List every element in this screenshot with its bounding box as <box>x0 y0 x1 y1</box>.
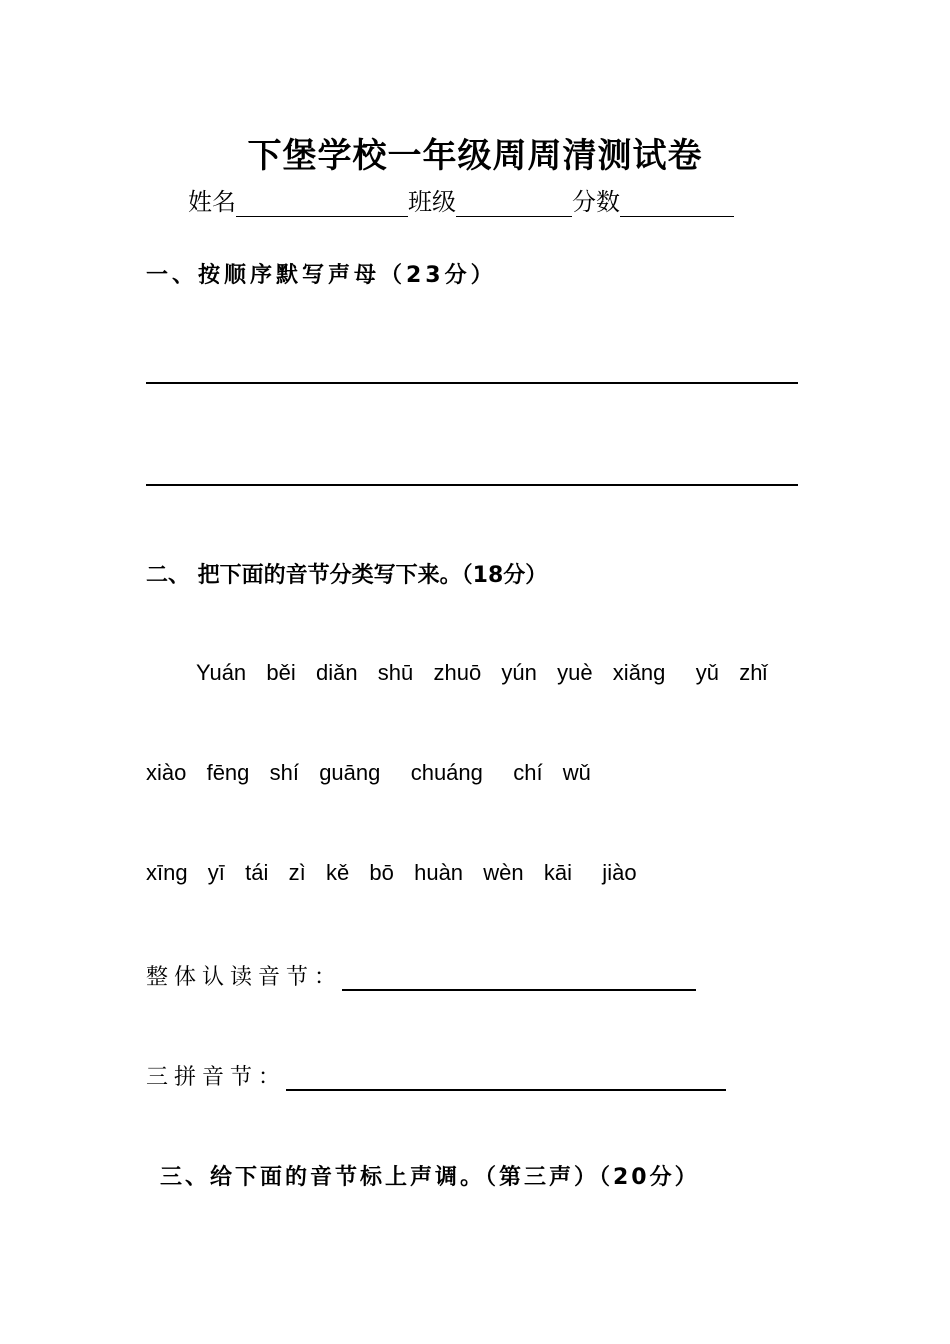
whole-syllables-blank[interactable] <box>342 967 696 991</box>
whole-syllables-label: 整体认读音节： <box>146 965 343 990</box>
answer-line-2[interactable] <box>146 484 798 486</box>
class-blank[interactable] <box>456 190 572 217</box>
section1-heading: 一、按顺序默写声母（23分） <box>146 263 497 288</box>
answer-line-1[interactable] <box>146 382 798 384</box>
pinyin-line-1: Yuán běi diǎn shū zhuō yún yuè xiǎnɡ yǔ zhǐ <box>196 660 768 685</box>
pinyin-line-2: xiào fēnɡ shí ɡuānɡ chuánɡ chí wǔ <box>146 760 591 785</box>
name-label: 姓名 <box>188 188 236 216</box>
triple-syllables-blank[interactable] <box>286 1067 726 1091</box>
section3-heading: 三、给下面的音节标上声调。（第三声）（20分） <box>160 1165 700 1190</box>
name-blank[interactable] <box>236 190 408 217</box>
class-label: 班级 <box>408 188 456 216</box>
score-blank[interactable] <box>620 190 734 217</box>
score-label: 分数 <box>572 188 620 216</box>
triple-syllables-label: 三拼音节： <box>146 1065 287 1090</box>
triple-syllables-row <box>146 1060 726 1091</box>
student-info-row <box>188 182 734 217</box>
page-title: 下堡学校一年级周周清测试卷 <box>247 136 703 176</box>
pinyin-line-3: xīnɡ yī tái zì kě bō huàn wèn kāi jiào <box>146 860 637 885</box>
whole-syllables-row <box>146 960 696 991</box>
section2-heading: 二、 把下面的音节分类写下来。（18分） <box>146 563 548 588</box>
